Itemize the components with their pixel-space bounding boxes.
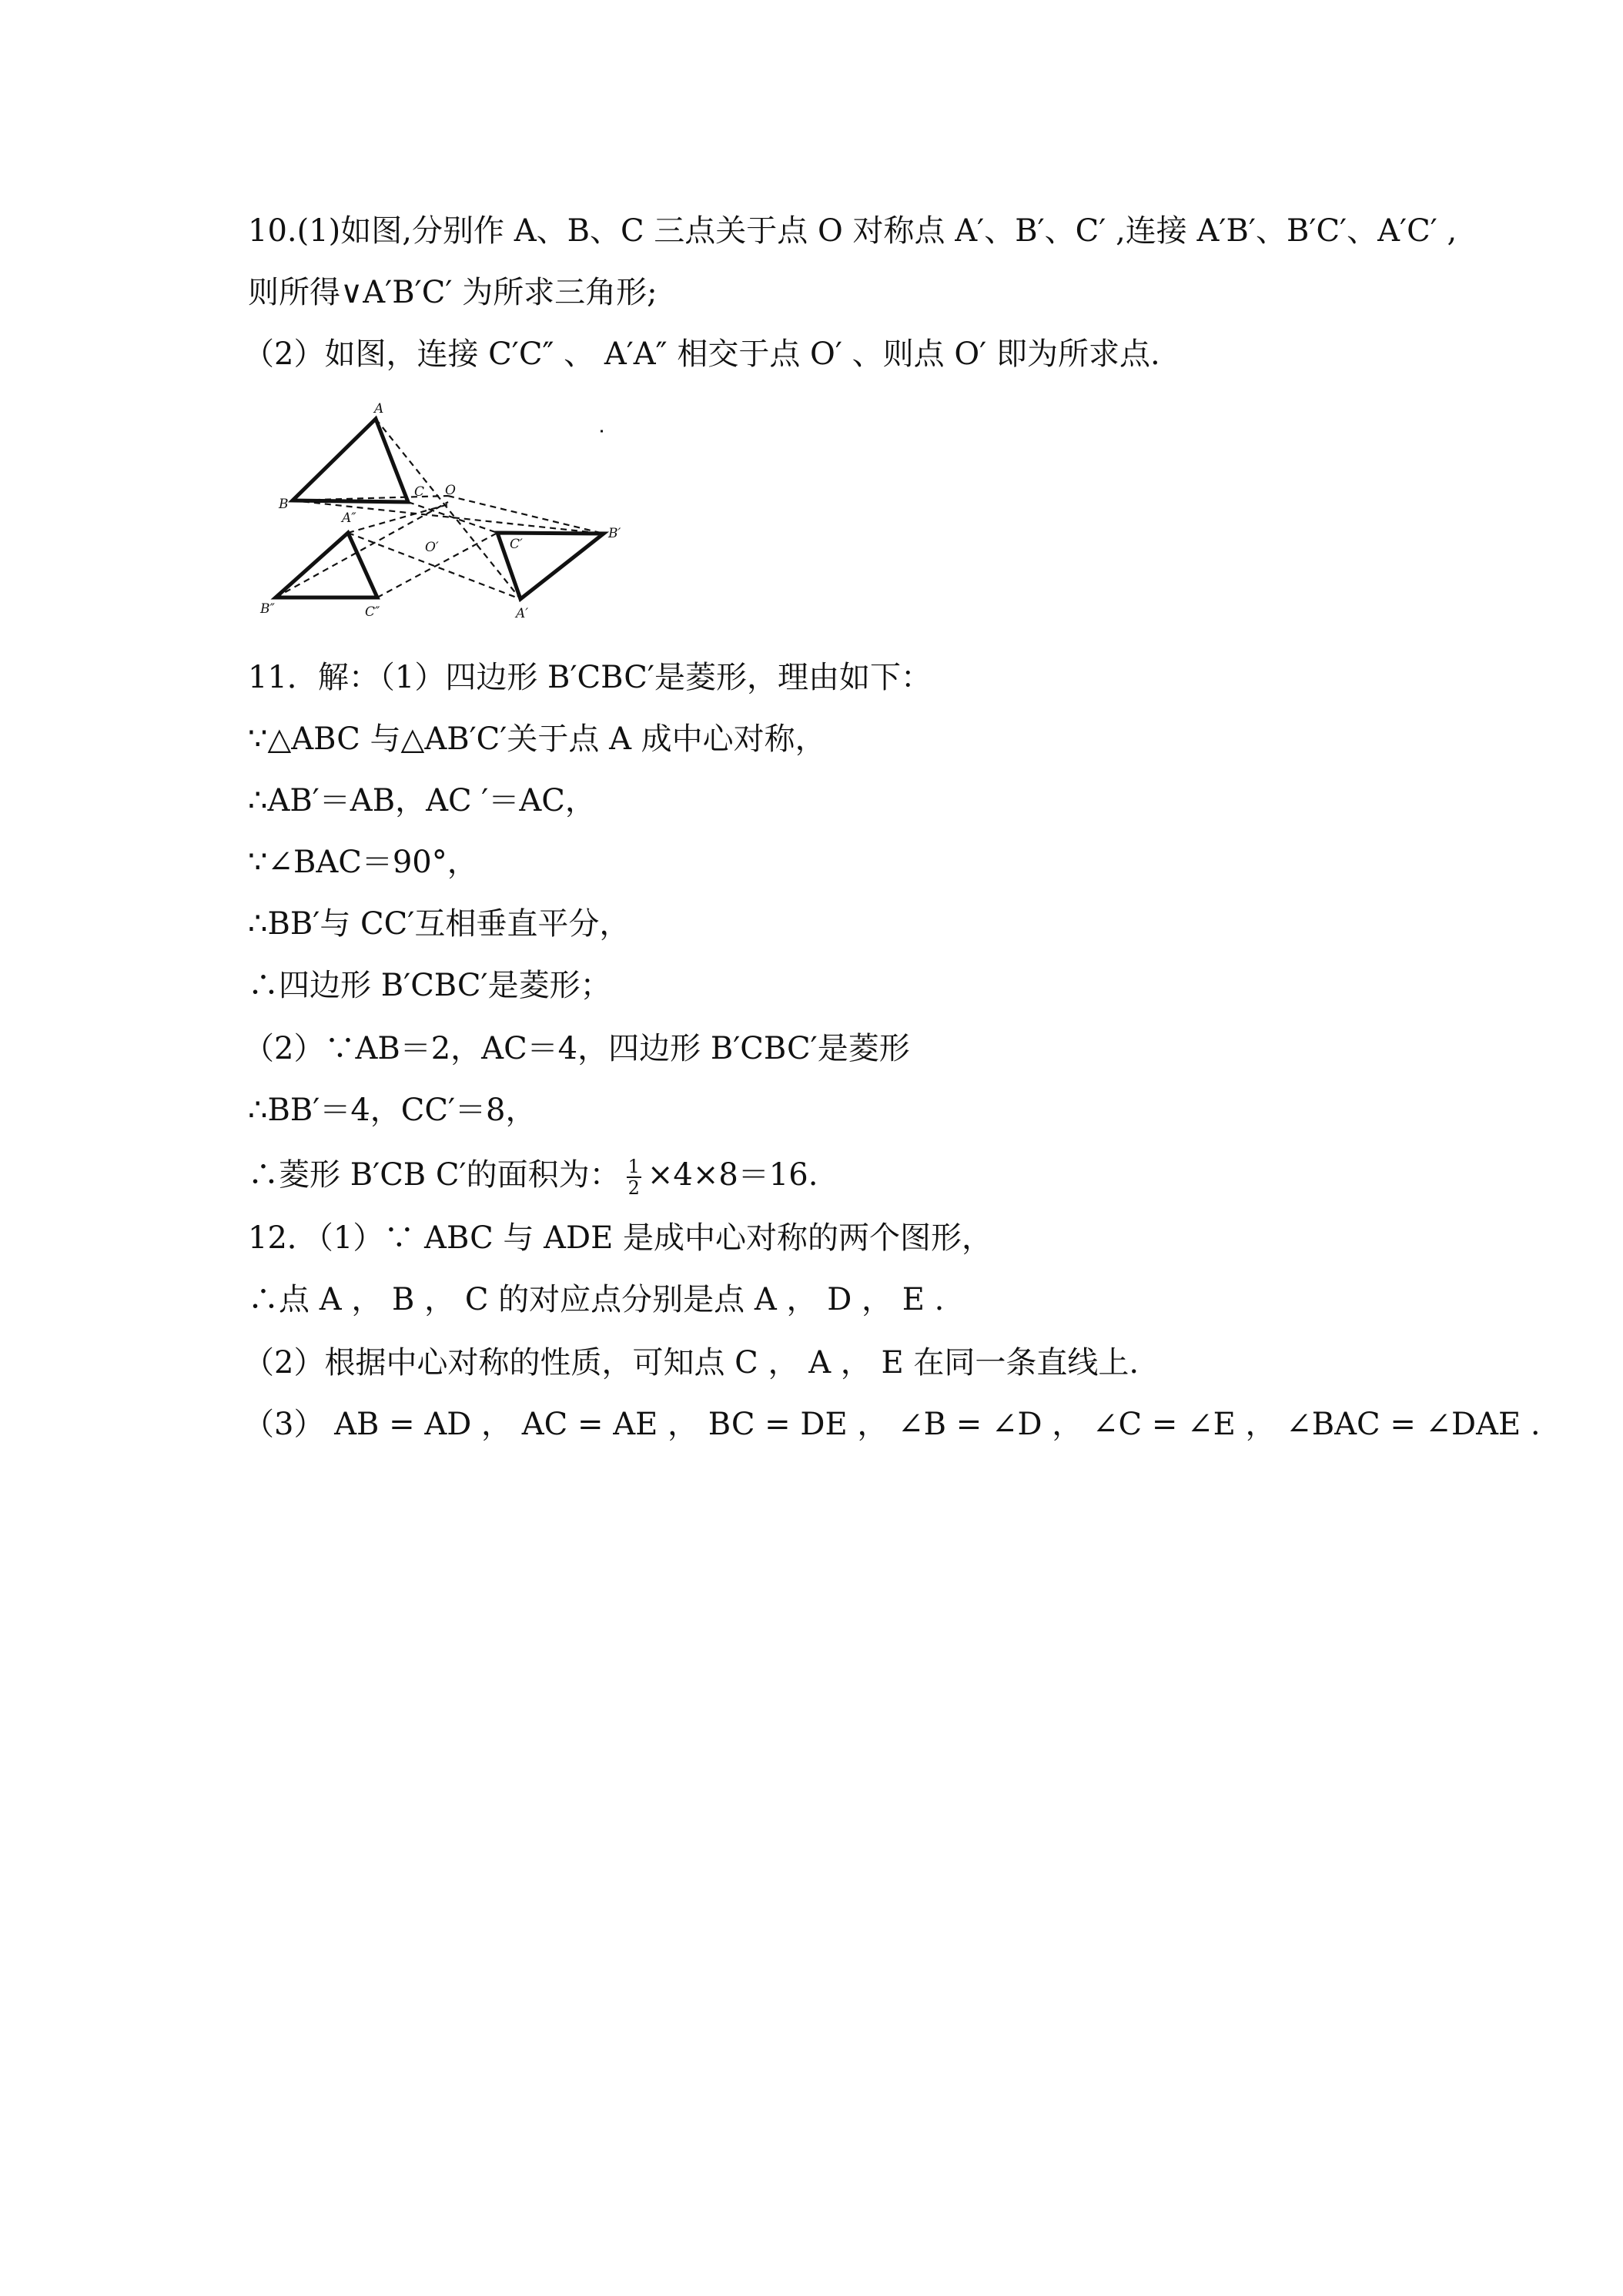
label-a-prime: A′ [516, 606, 529, 621]
label-b-double-prime: B″ [260, 601, 275, 617]
label-a-double-prime: A″ [342, 510, 356, 526]
label-b: B [279, 497, 289, 512]
text-line-q10-2: 则所得∨A′B′C′ 为所求三角形; [248, 275, 658, 310]
text-line-q11-4: ∵∠BAC＝90°， [248, 845, 478, 880]
text-line-q12-2: ∴点 A ， B ， C 的对应点分别是点 A ， D ， E . [248, 1282, 945, 1317]
label-c: C [414, 484, 425, 500]
text-line-q12-3: （2）根据中心对称的性质，可知点 C ， A ， E 在同一条直线上. [243, 1345, 1139, 1381]
text-line-q11-1: 11．解：（1）四边形 B′CBC′是菱形，理由如下： [248, 660, 932, 695]
text-line-q11-5: ∴BB′与 CC′互相垂直平分， [248, 906, 631, 942]
label-b-prime: B′ [608, 526, 621, 541]
label-a: A [374, 401, 384, 417]
label-c-double-prime: C″ [365, 604, 380, 620]
text-line-q10-1: 10.(1)如图,分别作 A、B、C 三点关于点 O 对称点 A′、B′、C′ ,连接 A′B′、B′C′、A′C′ , [248, 213, 1457, 249]
text-line-q10-3: （2）如图，连接 C′C″ 、 A′A″ 相交于点 O′ 、则点 O′ 即为所求点. [243, 336, 1160, 372]
text-line-q12-4: （3） AB = AD ， AC = AE ， BC = DE ， ∠B = ∠D ， ∠C = ∠E ， ∠BAC = ∠DAE . [243, 1407, 1541, 1442]
triangle-a2b2c2 [276, 533, 377, 597]
fraction-denominator: 2 [627, 1177, 640, 1199]
text-line-q11-3: ∴AB′＝AB，AC ′＝AC， [248, 783, 596, 818]
triangle-abc [293, 419, 408, 502]
text-line-q11-6: ∴四边形 B′CBC′是菱形； [248, 968, 611, 1003]
area-text-after: ×4×8＝16. [647, 1157, 818, 1193]
text-line-q11-7: （2）∵AB＝2，AC＝4，四边形 B′CBC′是菱形 [243, 1031, 910, 1066]
text-line-q11-2: ∵△ABC 与△AB′C′关于点 A 成中心对称， [248, 721, 826, 757]
geometry-figure [253, 400, 637, 630]
fraction-numerator: 1 [627, 1156, 640, 1177]
label-c-prime: C′ [510, 537, 523, 552]
text-line-q12-1: 12．（1）∵ ABC 与 ADE 是成中心对称的两个图形， [248, 1220, 992, 1256]
fraction-one-half [627, 1156, 641, 1198]
label-o-prime: O′ [425, 540, 439, 555]
text-line-q11-9 [248, 1153, 818, 1198]
label-o: O [445, 483, 456, 498]
text-line-q11-8: ∴BB′＝4，CC′＝8， [248, 1093, 537, 1128]
area-text-before: ∴菱形 B′CB C′的面积为： [248, 1157, 621, 1193]
